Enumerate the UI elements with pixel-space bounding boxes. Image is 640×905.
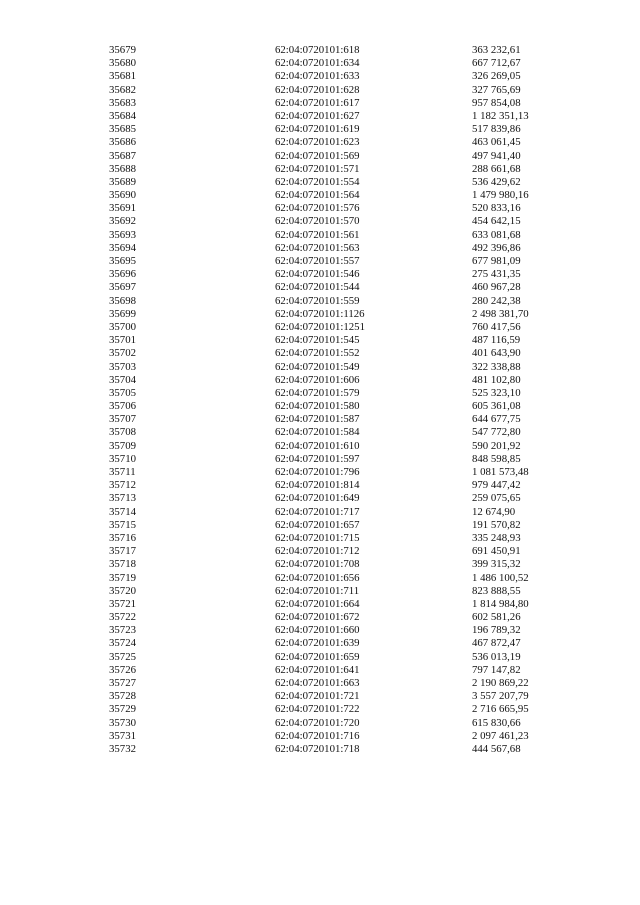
cadastral-number-cell: 62:04:0720101:716 (275, 729, 360, 742)
cadastral-number-cell: 62:04:0720101:722 (275, 703, 360, 716)
table-row (109, 558, 579, 571)
table-row (109, 532, 579, 545)
value-cell: 467 872,47 (472, 637, 521, 650)
value-cell: 1 182 351,13 (472, 109, 529, 122)
cadastral-number-cell: 62:04:0720101:639 (275, 637, 360, 650)
row-number-cell: 35714 (109, 505, 136, 518)
value-cell: 454 642,15 (472, 215, 521, 228)
cadastral-number-cell: 62:04:0720101:1126 (275, 307, 365, 320)
table-row (109, 255, 579, 268)
table-row (109, 308, 579, 321)
cadastral-number-cell: 62:04:0720101:641 (275, 663, 360, 676)
row-number-cell: 35699 (109, 307, 136, 320)
row-number-cell: 35681 (109, 70, 136, 83)
value-cell: 327 765,69 (472, 83, 521, 96)
row-number-cell: 35721 (109, 597, 136, 610)
value-cell: 463 061,45 (472, 136, 521, 149)
cadastral-number-cell: 62:04:0720101:718 (275, 742, 360, 755)
table-row (109, 347, 579, 360)
value-cell: 1 479 980,16 (472, 189, 529, 202)
value-cell: 823 888,55 (472, 584, 521, 597)
value-cell: 615 830,66 (472, 716, 521, 729)
cadastral-number-cell: 62:04:0720101:1251 (275, 320, 365, 333)
cadastral-number-cell: 62:04:0720101:584 (275, 426, 360, 439)
table-row (109, 387, 579, 400)
row-number-cell: 35694 (109, 241, 136, 254)
cadastral-number-cell: 62:04:0720101:557 (275, 255, 360, 267)
table-row (109, 110, 579, 123)
table-row (109, 572, 579, 585)
table-row (109, 150, 579, 163)
table-row (109, 624, 579, 637)
cadastral-number-cell: 62:04:0720101:634 (275, 57, 360, 70)
row-number-cell: 35732 (109, 742, 136, 755)
cadastral-number-cell: 62:04:0720101:720 (275, 716, 360, 729)
row-number-cell: 35697 (109, 281, 136, 294)
cadastral-number-cell: 62:04:0720101:554 (275, 175, 360, 188)
row-number-cell: 35723 (109, 624, 136, 637)
row-number-cell: 35696 (109, 268, 136, 281)
value-cell: 957 854,08 (472, 96, 521, 109)
value-cell: 1 814 984,80 (472, 597, 529, 610)
cadastral-number-cell: 62:04:0720101:587 (275, 413, 360, 426)
cadastral-number-cell: 62:04:0720101:564 (275, 189, 360, 202)
table-row (109, 84, 579, 97)
table-row (109, 57, 579, 70)
value-cell: 280 242,38 (472, 294, 521, 307)
table-row (109, 637, 579, 650)
row-number-cell: 35730 (109, 716, 136, 729)
cadastral-number-cell: 62:04:0720101:649 (275, 492, 360, 505)
row-number-cell: 35709 (109, 439, 136, 452)
cadastral-number-cell: 62:04:0720101:627 (275, 109, 360, 122)
table-row (109, 506, 579, 519)
row-number-cell: 35702 (109, 347, 136, 360)
row-number-cell: 35724 (109, 637, 136, 650)
table-row (109, 136, 579, 149)
cadastral-number-cell: 62:04:0720101:717 (275, 505, 360, 518)
table-row (109, 189, 579, 202)
row-number-cell: 35682 (109, 83, 136, 96)
table-row (109, 519, 579, 532)
row-number-cell: 35687 (109, 149, 136, 162)
value-cell: 2 097 461,23 (472, 729, 529, 742)
table-row (109, 730, 579, 743)
cadastral-number-cell: 62:04:0720101:545 (275, 334, 360, 347)
value-cell: 525 323,10 (472, 386, 521, 399)
row-number-cell: 35686 (109, 136, 136, 149)
value-cell: 667 712,67 (472, 57, 521, 70)
value-cell: 2 498 381,70 (472, 307, 529, 320)
row-number-cell: 35698 (109, 294, 136, 307)
cadastral-number-cell: 62:04:0720101:660 (275, 624, 360, 637)
cadastral-number-cell: 62:04:0720101:618 (275, 44, 360, 56)
value-cell: 2 716 665,95 (472, 703, 529, 716)
table-row (109, 651, 579, 664)
value-cell: 848 598,85 (472, 452, 521, 465)
value-cell: 520 833,16 (472, 202, 521, 215)
table-row (109, 70, 579, 83)
row-number-cell: 35700 (109, 320, 136, 333)
table-row (109, 400, 579, 413)
value-cell: 602 581,26 (472, 611, 521, 624)
row-number-cell: 35710 (109, 452, 136, 465)
cadastral-number-cell: 62:04:0720101:814 (275, 479, 360, 492)
row-number-cell: 35688 (109, 162, 136, 175)
value-cell: 1 486 100,52 (472, 571, 529, 584)
row-number-cell: 35701 (109, 334, 136, 347)
table-row (109, 479, 579, 492)
cadastral-number-cell: 62:04:0720101:712 (275, 545, 360, 558)
cadastral-number-cell: 62:04:0720101:561 (275, 228, 360, 241)
cadastral-number-cell: 62:04:0720101:657 (275, 518, 360, 531)
table-row (109, 334, 579, 347)
table-row (109, 677, 579, 690)
cadastral-number-cell: 62:04:0720101:711 (275, 584, 360, 597)
table-row (109, 703, 579, 716)
value-cell: 536 429,62 (472, 175, 521, 188)
row-number-cell: 35683 (109, 96, 136, 109)
value-cell: 481 102,80 (472, 373, 521, 386)
row-number-cell: 35728 (109, 690, 136, 703)
cadastral-number-cell: 62:04:0720101:659 (275, 650, 360, 663)
cadastral-number-cell: 62:04:0720101:571 (275, 162, 360, 175)
value-cell: 12 674,90 (472, 505, 516, 518)
cadastral-number-cell: 62:04:0720101:606 (275, 373, 360, 386)
cadastral-number-cell: 62:04:0720101:617 (275, 96, 360, 109)
cadastral-number-cell: 62:04:0720101:546 (275, 268, 360, 281)
value-cell: 460 967,28 (472, 281, 521, 294)
row-number-cell: 35717 (109, 545, 136, 558)
row-number-cell: 35722 (109, 611, 136, 624)
cadastral-number-cell: 62:04:0720101:721 (275, 690, 360, 703)
row-number-cell: 35716 (109, 531, 136, 544)
row-number-cell: 35731 (109, 729, 136, 742)
table-row (109, 374, 579, 387)
table-row (109, 281, 579, 294)
value-cell: 547 772,80 (472, 426, 521, 439)
cadastral-number-cell: 62:04:0720101:597 (275, 452, 360, 465)
cadastral-number-cell: 62:04:0720101:672 (275, 611, 360, 624)
table-row (109, 123, 579, 136)
value-cell: 322 338,88 (472, 360, 521, 373)
table-row (109, 295, 579, 308)
cadastral-number-cell: 62:04:0720101:619 (275, 123, 360, 136)
row-number-cell: 35679 (109, 44, 136, 56)
value-cell: 644 677,75 (472, 413, 521, 426)
value-cell: 691 450,91 (472, 545, 521, 558)
row-number-cell: 35684 (109, 109, 136, 122)
cadastral-number-cell: 62:04:0720101:549 (275, 360, 360, 373)
table-row (109, 229, 579, 242)
row-number-cell: 35719 (109, 571, 136, 584)
row-number-cell: 35689 (109, 175, 136, 188)
table-row (109, 743, 579, 756)
row-number-cell: 35727 (109, 677, 136, 689)
table-row (109, 466, 579, 479)
value-cell: 605 361,08 (472, 400, 521, 413)
table-row (109, 453, 579, 466)
value-cell: 979 447,42 (472, 479, 521, 492)
table-row (109, 202, 579, 215)
row-number-cell: 35691 (109, 202, 136, 215)
table-row (109, 598, 579, 611)
value-cell: 275 431,35 (472, 268, 521, 281)
table-row (109, 321, 579, 334)
cadastral-number-cell: 62:04:0720101:664 (275, 597, 360, 610)
cadastral-number-cell: 62:04:0720101:656 (275, 571, 360, 584)
value-cell: 633 081,68 (472, 228, 521, 241)
value-cell: 259 075,65 (472, 492, 521, 505)
cadastral-number-cell: 62:04:0720101:663 (275, 677, 360, 689)
value-cell: 760 417,56 (472, 320, 521, 333)
cadastral-number-cell: 62:04:0720101:579 (275, 386, 360, 399)
table-row (109, 97, 579, 110)
value-cell: 363 232,61 (472, 44, 521, 56)
row-number-cell: 35712 (109, 479, 136, 492)
table-row (109, 242, 579, 255)
row-number-cell: 35707 (109, 413, 136, 426)
table-row (109, 545, 579, 558)
row-number-cell: 35729 (109, 703, 136, 716)
value-cell: 677 981,09 (472, 255, 521, 267)
row-number-cell: 35695 (109, 255, 136, 267)
value-cell: 191 570,82 (472, 518, 521, 531)
cadastral-number-cell: 62:04:0720101:708 (275, 558, 360, 571)
cadastral-number-cell: 62:04:0720101:570 (275, 215, 360, 228)
row-number-cell: 35692 (109, 215, 136, 228)
row-number-cell: 35703 (109, 360, 136, 373)
cadastral-number-cell: 62:04:0720101:559 (275, 294, 360, 307)
cadastral-value-table (109, 44, 579, 756)
value-cell: 497 941,40 (472, 149, 521, 162)
value-cell: 797 147,82 (472, 663, 521, 676)
cadastral-number-cell: 62:04:0720101:569 (275, 149, 360, 162)
cadastral-number-cell: 62:04:0720101:633 (275, 70, 360, 83)
cadastral-number-cell: 62:04:0720101:580 (275, 400, 360, 413)
table-row (109, 717, 579, 730)
cadastral-number-cell: 62:04:0720101:715 (275, 531, 360, 544)
row-number-cell: 35685 (109, 123, 136, 136)
value-cell: 335 248,93 (472, 531, 521, 544)
table-row (109, 664, 579, 677)
row-number-cell: 35711 (109, 466, 136, 478)
row-number-cell: 35704 (109, 373, 136, 386)
row-number-cell: 35720 (109, 584, 136, 597)
cadastral-number-cell: 62:04:0720101:576 (275, 202, 360, 215)
value-cell: 536 013,19 (472, 650, 521, 663)
cadastral-number-cell: 62:04:0720101:623 (275, 136, 360, 149)
row-number-cell: 35680 (109, 57, 136, 70)
value-cell: 326 269,05 (472, 70, 521, 83)
table-row (109, 44, 579, 57)
row-number-cell: 35718 (109, 558, 136, 571)
table-row (109, 361, 579, 374)
cadastral-number-cell: 62:04:0720101:563 (275, 241, 360, 254)
table-row (109, 426, 579, 439)
value-cell: 3 557 207,79 (472, 690, 529, 703)
table-row (109, 492, 579, 505)
row-number-cell: 35715 (109, 518, 136, 531)
table-row (109, 215, 579, 228)
value-cell: 288 661,68 (472, 162, 521, 175)
value-cell: 401 643,90 (472, 347, 521, 360)
row-number-cell: 35713 (109, 492, 136, 505)
value-cell: 487 116,59 (472, 334, 521, 347)
value-cell: 517 839,86 (472, 123, 521, 136)
cadastral-number-cell: 62:04:0720101:628 (275, 83, 360, 96)
table-row (109, 413, 579, 426)
row-number-cell: 35725 (109, 650, 136, 663)
row-number-cell: 35705 (109, 386, 136, 399)
value-cell: 1 081 573,48 (472, 466, 529, 478)
value-cell: 590 201,92 (472, 439, 521, 452)
table-row (109, 611, 579, 624)
row-number-cell: 35693 (109, 228, 136, 241)
cadastral-number-cell: 62:04:0720101:544 (275, 281, 360, 294)
table-row (109, 690, 579, 703)
value-cell: 196 789,32 (472, 624, 521, 637)
row-number-cell: 35690 (109, 189, 136, 202)
table-row (109, 163, 579, 176)
row-number-cell: 35708 (109, 426, 136, 439)
value-cell: 444 567,68 (472, 742, 521, 755)
table-row (109, 268, 579, 281)
cadastral-number-cell: 62:04:0720101:552 (275, 347, 360, 360)
cadastral-number-cell: 62:04:0720101:610 (275, 439, 360, 452)
row-number-cell: 35706 (109, 400, 136, 413)
value-cell: 399 315,32 (472, 558, 521, 571)
table-row (109, 176, 579, 189)
cadastral-number-cell: 62:04:0720101:796 (275, 466, 360, 478)
table-row (109, 440, 579, 453)
table-row (109, 585, 579, 598)
value-cell: 492 396,86 (472, 241, 521, 254)
value-cell: 2 190 869,22 (472, 677, 529, 689)
row-number-cell: 35726 (109, 663, 136, 676)
